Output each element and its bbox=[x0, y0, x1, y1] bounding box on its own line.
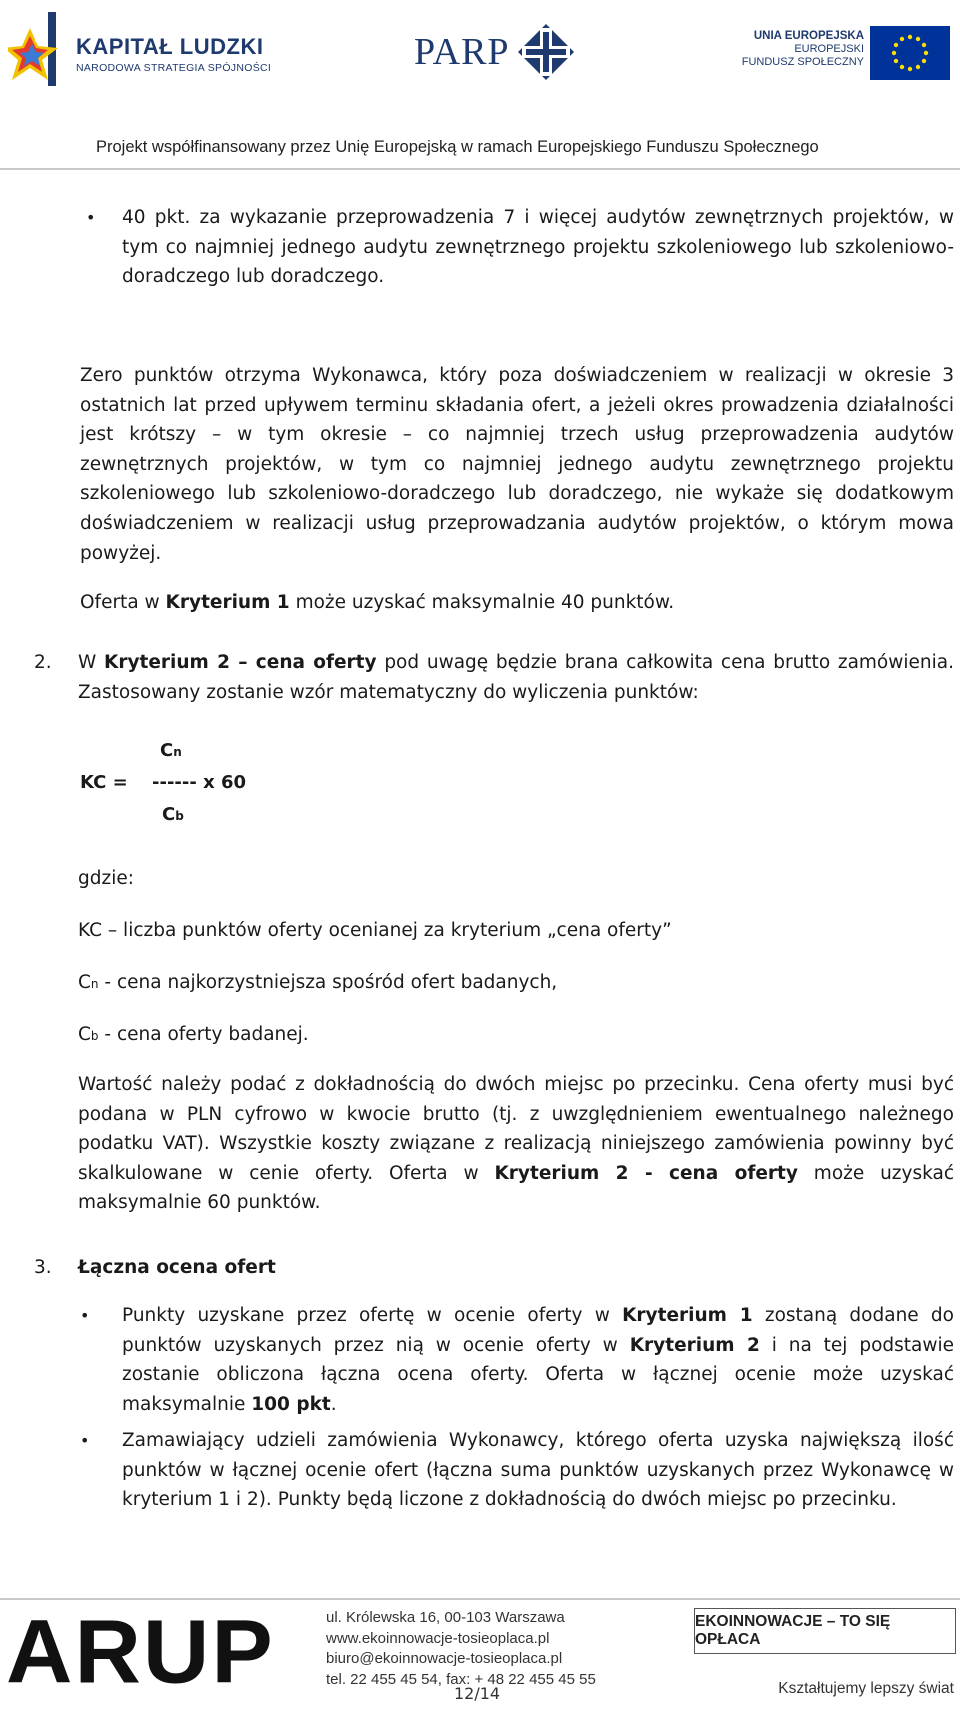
definition-cn bbox=[78, 968, 557, 1000]
ekoinnowacje-badge: EKOINNOWACJE – TO SIĘ OPŁACA bbox=[694, 1608, 956, 1654]
text-part: może uzyskać maksymalnie 60 punktów. bbox=[78, 1162, 954, 1214]
address-line: ul. Królewska 16, 00-103 Warszawa bbox=[326, 1609, 565, 1626]
list-number-3: 3. bbox=[34, 1257, 52, 1278]
cofinancing-caption: Projekt współfinansowany przez Unię Europejską w ramach Europejskiego Funduszu Społecznego bbox=[96, 138, 819, 156]
arup-logo: ARUP bbox=[6, 1602, 275, 1702]
phone-line: tel. 22 455 45 54, fax: + 48 22 455 45 55 bbox=[326, 1670, 596, 1688]
text-part: może uzyskać maksymalnie 40 punktów. bbox=[289, 592, 675, 613]
formula-fraction-line: ------ x 60 bbox=[152, 772, 247, 793]
criterion-1-max-points bbox=[80, 588, 954, 618]
bold-part: Kryterium 1 bbox=[622, 1305, 753, 1326]
bullet-dot: • bbox=[80, 1431, 90, 1450]
formula-cn-sub: n bbox=[173, 745, 182, 759]
kapital-ludzki-logo bbox=[76, 34, 271, 74]
definition-cb bbox=[78, 1020, 309, 1052]
formula-cb: C bbox=[162, 804, 176, 825]
criterion-2-label-bold: Kryterium 2 - cena oferty bbox=[494, 1162, 798, 1184]
arup-tagline: Kształtujemy lepszy świat bbox=[778, 1680, 954, 1697]
criterion-2-paragraph bbox=[78, 648, 954, 707]
text-part: zostaną dodane do punktów uzyskanych przez nią w ocenie oferty w bbox=[122, 1305, 954, 1356]
where-label: gdzie: bbox=[78, 868, 134, 889]
parp-wordmark: PARP bbox=[414, 31, 510, 73]
eu-fund-label bbox=[742, 30, 864, 69]
def-cb-letter: C bbox=[78, 1024, 91, 1045]
parp-diamond-icon bbox=[518, 24, 574, 80]
kapital-ludzki-star-icon bbox=[8, 10, 60, 90]
formula-kc: KC = bbox=[80, 772, 128, 793]
footer-address bbox=[326, 1608, 596, 1690]
kapital-ludzki-subtitle: NARODOWA STRATEGIA SPÓJNOŚCI bbox=[76, 62, 272, 74]
text-part: Oferta w bbox=[80, 592, 166, 613]
price-precision-paragraph bbox=[78, 1070, 954, 1218]
formula-numerator bbox=[160, 740, 182, 761]
email-link[interactable]: biuro@ekoinnowacje-tosieoplaca.pl bbox=[326, 1650, 563, 1667]
text-part: Punkty uzyskane przez ofertę w ocenie oferty w bbox=[122, 1305, 623, 1326]
criterion-1-label: Kryterium 1 bbox=[165, 592, 290, 613]
bold-part: Kryterium 2 bbox=[629, 1334, 760, 1356]
website-link[interactable]: www.ekoinnowacje-tosieoplaca.pl bbox=[326, 1629, 550, 1647]
eu-label-line3: FUNDUSZ SPOŁECZNY bbox=[741, 56, 864, 68]
bullet-dot: • bbox=[86, 208, 96, 227]
text-part: pod uwagę będzie brana całkowita cena brutto zamówienia. Zastosowany zostanie wzór matematyczny do wyliczenia punktów: bbox=[78, 652, 954, 703]
formula-denominator bbox=[162, 804, 184, 825]
def-cb-text: - cena oferty badanej. bbox=[98, 1024, 309, 1045]
def-cn-sub: n bbox=[90, 977, 99, 991]
eu-flag-icon bbox=[870, 26, 950, 80]
total-evaluation-heading bbox=[78, 1253, 276, 1283]
text-part: Wartość należy podać z dokładnością do dwóch miejsc po przecinku. Cena oferty musi być podana w PLN cyfrowo w kwocie brutto (tj. z uwzględnieniem ewentualnego należnego podatku VAT). Wszystkie koszty związane z realizacją niniejszego zamówienia powinny być skalkulowane w cenie oferty. Oferta w bbox=[78, 1074, 954, 1184]
formula-cn: C bbox=[160, 740, 174, 761]
page-number: 12/14 bbox=[454, 1684, 501, 1703]
list-number-2: 2. bbox=[34, 652, 52, 673]
eu-label-line2: EUROPEJSKI bbox=[794, 43, 864, 55]
header-divider bbox=[0, 168, 960, 170]
bullet-dot: • bbox=[80, 1306, 90, 1325]
heading-text: Łączna ocena ofert bbox=[78, 1257, 276, 1278]
text-part: . bbox=[330, 1393, 337, 1415]
definition-kc: KC – liczba punktów oferty ocenianej za kryterium „cena oferty” bbox=[78, 920, 672, 941]
bold-part: 100 pkt bbox=[251, 1393, 331, 1415]
formula-cb-sub: b bbox=[175, 809, 184, 823]
footer-divider bbox=[0, 1598, 960, 1600]
bullet-award-rule: Zamawiający udzieli zamówienia Wykonawcy, którego oferta uzyska największą ilość punktów w łącznej ocenie ofert (łączna suma punktów uzyskanych przez Wykonawcę w kryterium 1 i 2). Punkty będą liczone z dokładnością do dwóch miejsc po przecinku. bbox=[122, 1430, 954, 1511]
zero-points-paragraph: Zero punktów otrzyma Wykonawca, który poza doświadczeniem w realizacji w okresie 3 ostatnich lat przed upływem terminu składania ofert, a jeżeli okres prowadzenia działalności jest krótszy – w tym okresie – co najmniej trzech usług przeprowadzenia audytów zewnętrznych projektów, w tym co najmniej jednego audytu zewnętrznego projektu szkoleniowego lub szkoleniowo-doradczego lub doradczego, nie wykaże się dodatkowym doświadczeniem w realizacji usług przeprowadzania audytów projektów, o którym mowa powyżej. bbox=[80, 365, 954, 564]
parp-logo bbox=[414, 22, 574, 82]
eu-label-line1: UNIA EUROPEJSKA bbox=[753, 30, 864, 42]
page-header bbox=[0, 0, 960, 172]
bullet-40-points: 40 pkt. za wykazanie przeprowadzenia 7 i więcej audytów zewnętrznych projektów, w tym co najmniej jednego audytu zewnętrznego projektu szkoleniowego lub szkoleniowo-doradczego lub doradczego. bbox=[122, 207, 954, 288]
text-part: W bbox=[78, 652, 105, 673]
def-cn-letter: C bbox=[78, 972, 91, 993]
def-cb-sub: b bbox=[90, 1029, 99, 1043]
def-cn-text: - cena najkorzystniejsza spośród ofert badanych, bbox=[98, 972, 558, 993]
bullet-points-summation bbox=[122, 1301, 954, 1419]
text-part: i na tej podstawie zostanie obliczona łączna ocena oferty. Oferta w łącznej ocenie może uzyskać maksymalnie bbox=[122, 1334, 955, 1415]
kapital-ludzki-title: KAPITAŁ LUDZKI bbox=[76, 34, 264, 59]
criterion-2-label: Kryterium 2 – cena oferty bbox=[104, 652, 377, 673]
